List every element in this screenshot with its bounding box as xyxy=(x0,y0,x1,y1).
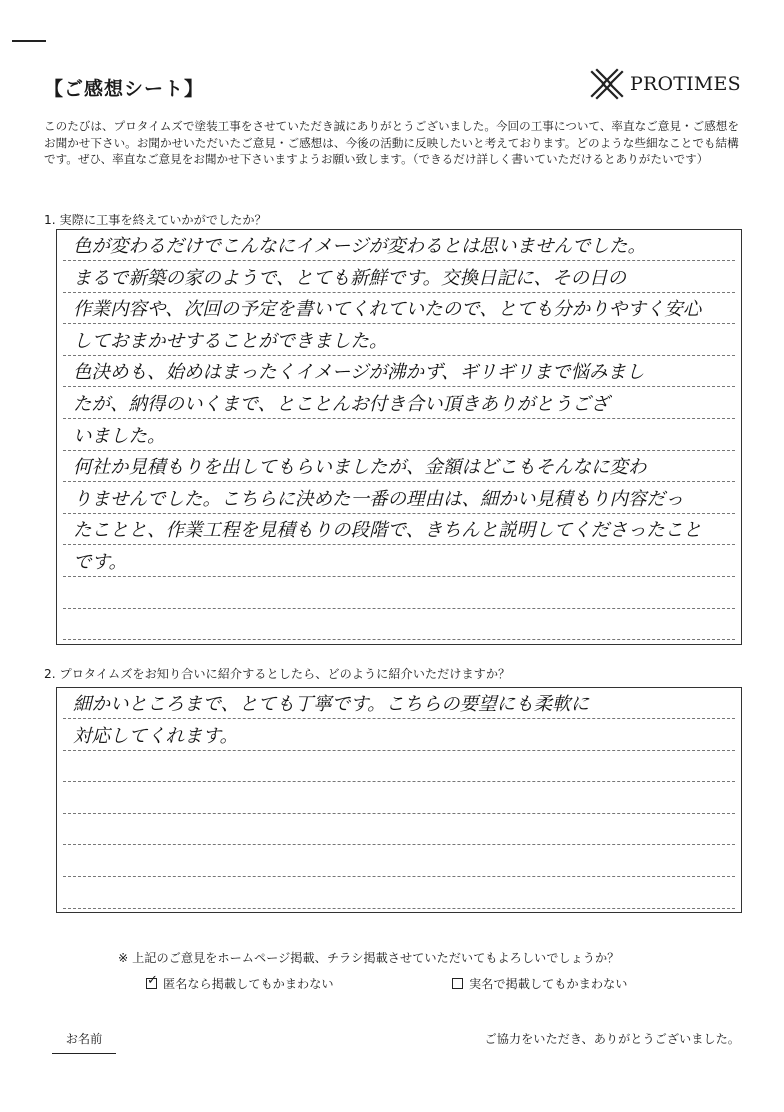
sheet-title: 【ご感想シート】 xyxy=(44,78,205,100)
answer-line xyxy=(63,609,735,640)
protimes-x-mark-icon xyxy=(586,66,628,102)
intro-text: このたびは、プロタイムズで塗装工事をさせていただき誠にありがとうございました。今回の工事について、率直なご意見・ご感想をお聞かせ下さい。お聞かせいただいたご意見・ご感想は、今後の活動に反映したいと考えております。どのような些細なことでも結構です。ぜひ、率直なご意見をお聞かせ下さいますようお願い致します。（できるだけ詳しく書いていただけるとありがたいです） xyxy=(44,119,739,167)
answer-line: です。 xyxy=(63,546,735,577)
answer-line xyxy=(63,751,735,782)
answer-box-2 xyxy=(56,687,742,913)
name-label: お名前 xyxy=(52,1030,116,1054)
answer-line: 何社か見積もりを出してもらいましたが、金額はどこもそんなに変わ xyxy=(63,451,735,482)
question-2-label: 2. プロタイムズをお知り合いに紹介するとしたら、どのように紹介いただけますか？ xyxy=(44,667,511,681)
answer-line: 色決めも、始めはまったくイメージが沸かず、ギリギリまで悩みまし xyxy=(63,356,735,387)
answer-line xyxy=(63,783,735,814)
answer-line xyxy=(63,578,735,609)
option-realname-label: 実名で掲載してもかまわない xyxy=(469,977,628,991)
answer-line: たことと、作業工程を見積もりの段階で、きちんと説明してくださったこと xyxy=(63,514,735,545)
answer-box-1 xyxy=(56,229,742,645)
answer-line: たが、納得のいくまで、とことんお付き合い頂きありがとうござ xyxy=(63,388,735,419)
checkbox-anonymous[interactable] xyxy=(146,973,158,989)
logo-text: PROTIMES xyxy=(630,73,741,95)
option-anonymous-label: 匿名なら掲載してもかまわない xyxy=(163,977,334,991)
answer-line: 作業内容や、次回の予定を書いてくれていたので、とても分かりやすく安心 xyxy=(63,293,735,324)
answer-line: 色が変わるだけでこんなにイメージが変わるとは思いませんでした。 xyxy=(63,230,735,261)
scan-mark xyxy=(12,40,46,42)
answer-line: 細かいところまで、とても丁寧です。こちらの要望にも柔軟に xyxy=(63,688,735,719)
answer-line xyxy=(63,846,735,877)
answer-line: 対応してくれます。 xyxy=(63,720,735,751)
answer-line: まるで新築の家のようで、とても新鮮です。交換日記に、その日の xyxy=(63,262,735,293)
question-1-label: 1. 実際に工事を終えていかがでしたか？ xyxy=(44,213,267,227)
option-realname[interactable] xyxy=(452,975,627,992)
permission-question: ※ 上記のご意見をホームページ掲載、チラシ掲載させていただいてもよろしいでしょうか？ xyxy=(118,951,620,965)
answer-line: しておまかせすることができました。 xyxy=(63,325,735,356)
option-anonymous[interactable] xyxy=(146,975,334,992)
answer-line xyxy=(63,814,735,845)
answer-line xyxy=(63,878,735,909)
answer-line: りませんでした。こちらに決めた一番の理由は、細かい見積もり内容だっ xyxy=(63,483,735,514)
answer-line: いました。 xyxy=(63,420,735,451)
check-icon: ✓ xyxy=(147,973,158,988)
protimes-logo xyxy=(586,66,741,102)
checkbox-realname[interactable] xyxy=(452,978,463,989)
thanks-text: ご協力をいただき、ありがとうございました。 xyxy=(484,1032,740,1046)
